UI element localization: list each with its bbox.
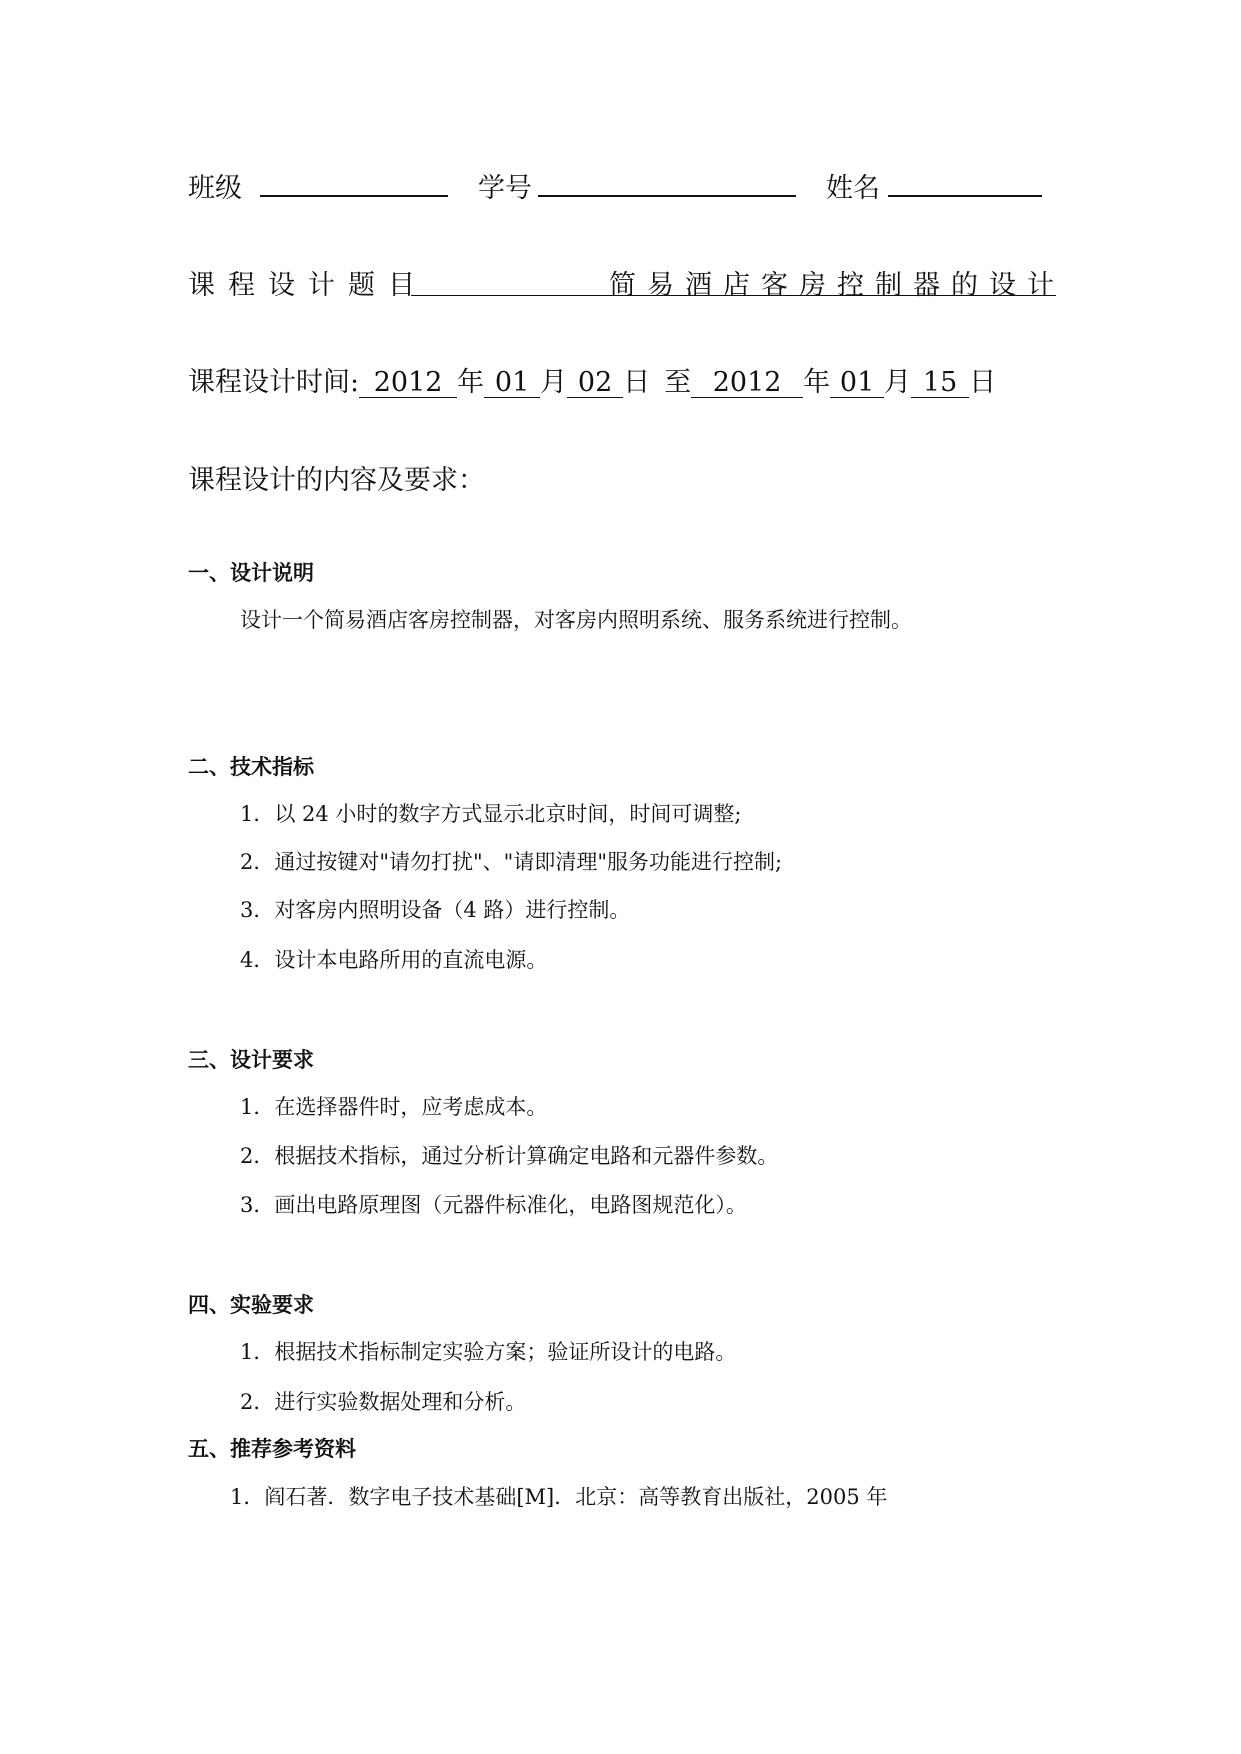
list-item: 1．阎石著．数字电子技术基础[M]．北京：高等教育出版社，2005 年: [230, 1485, 888, 1509]
list-item: 4．设计本电路所用的直流电源。: [240, 948, 548, 972]
list-item: 设计一个简易酒店客房控制器，对客房内照明系统、服务系统进行控制。: [240, 608, 912, 632]
list-item: 2．通过按键对"请勿打扰"、"请即清理"服务功能进行控制;: [240, 850, 783, 874]
student-id-label: 学号: [478, 173, 532, 204]
end-day: 15: [911, 369, 969, 398]
end-month: 01: [830, 369, 884, 398]
end-year-char: 年: [803, 367, 831, 398]
name-blank[interactable]: [888, 195, 1042, 197]
list-item: 3．画出电路原理图（元器件标准化，电路图规范化）。: [240, 1193, 747, 1217]
list-item: 3．对客房内照明设备（4 路）进行控制。: [240, 898, 631, 922]
list-item: 1．根据技术指标制定实验方案；验证所设计的电路。: [240, 1340, 737, 1364]
start-year-char: 年: [457, 367, 485, 398]
course-time-row: [188, 360, 996, 399]
course-time-label: 课程设计时间:: [188, 367, 360, 398]
course-title-field: [411, 263, 1065, 301]
course-title-value: 简易酒店客房控制器的设计: [609, 270, 1065, 301]
list-item: 2．进行实验数据处理和分析。: [240, 1390, 527, 1414]
name-label: 姓名: [826, 173, 880, 204]
list-item: 1．在选择器件时，应考虑成本。: [240, 1095, 548, 1119]
section-heading-references: 五、推荐参考资料: [188, 1436, 356, 1461]
content-requirements-label: 课程设计的内容及要求：: [188, 465, 485, 496]
student-id-blank[interactable]: [538, 195, 796, 197]
section-heading-design-requirements: 三、设计要求: [188, 1047, 314, 1072]
end-day-char: 日: [969, 367, 997, 398]
start-day-char: 日: [623, 367, 651, 398]
section-heading-experiment-requirements: 四、实验要求: [188, 1292, 314, 1317]
end-month-char: 月: [884, 367, 912, 398]
section-heading-tech-specs: 二、技术指标: [188, 754, 314, 779]
start-year: 2012: [359, 369, 457, 398]
end-year: 2012: [691, 369, 803, 398]
start-month-char: 月: [540, 367, 568, 398]
class-label: 班级: [188, 173, 242, 204]
course-title-label: 课程设计题目: [188, 270, 428, 301]
section-heading-design-description: 一、设计说明: [188, 560, 314, 585]
start-month: 01: [484, 369, 540, 398]
to-char: 至: [664, 367, 692, 398]
start-day: 02: [567, 369, 623, 398]
list-item: 1．以 24 小时的数字方式显示北京时间，时间可调整;: [240, 802, 742, 826]
list-item: 2．根据技术指标，通过分析计算确定电路和元器件参数。: [240, 1144, 779, 1168]
class-blank[interactable]: [260, 195, 448, 197]
